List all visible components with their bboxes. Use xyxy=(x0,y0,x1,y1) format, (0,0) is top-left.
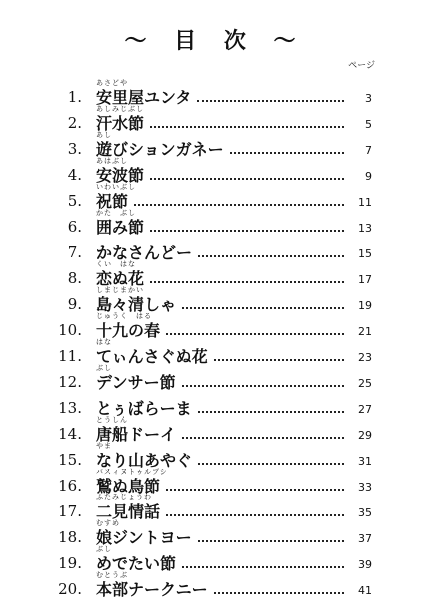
furigana-reading: じゅうく はる xyxy=(96,312,152,321)
page-number: 39 xyxy=(358,558,372,572)
furigana-reading: あはぶし xyxy=(96,156,128,165)
furigana-reading: ふたみじょうわ xyxy=(96,493,152,502)
dot-leader xyxy=(166,514,344,516)
entry-number: 5. xyxy=(67,191,82,210)
entry-title-cell xyxy=(96,545,350,574)
dot-leader xyxy=(230,152,344,154)
entry-title-cell xyxy=(96,493,350,522)
page-number: 21 xyxy=(358,325,372,339)
toc-entry xyxy=(0,467,430,497)
page-number: 33 xyxy=(358,480,372,494)
entry-number: 14. xyxy=(58,424,82,443)
song-title: 島々清しゃ xyxy=(96,295,177,315)
song-title: デンサー節 xyxy=(96,372,176,392)
entry-number: 16. xyxy=(58,476,82,495)
entry-title-cell xyxy=(96,130,350,160)
page-number: 7 xyxy=(365,143,372,157)
furigana-reading: しまじまかい xyxy=(96,286,144,295)
toc-entry xyxy=(0,237,430,263)
toc-entry xyxy=(0,441,430,471)
dot-leader xyxy=(182,566,344,568)
dot-leader xyxy=(166,489,344,491)
toc-entry xyxy=(0,286,430,315)
entry-title-cell xyxy=(96,104,350,134)
song-title: 唐船ドーイ xyxy=(96,424,177,444)
song-title: とぅばらーま xyxy=(96,398,192,418)
song-title: 汗水節 xyxy=(96,113,145,133)
dot-leader xyxy=(182,385,344,387)
dot-leader xyxy=(198,463,344,465)
toc-entry xyxy=(0,208,430,238)
entry-title-cell xyxy=(96,312,350,341)
entry-number: 6. xyxy=(67,217,82,236)
song-title-block xyxy=(96,363,176,393)
dot-leader xyxy=(150,230,344,232)
dot-leader xyxy=(182,437,344,439)
entry-number: 2. xyxy=(67,113,82,132)
entry-number: 11. xyxy=(58,347,82,365)
toc-entry xyxy=(0,545,430,574)
entry-number: 15. xyxy=(58,450,82,469)
entry-title-cell xyxy=(96,363,350,393)
page-number: 35 xyxy=(358,506,372,520)
song-title: 十九の春 xyxy=(96,321,161,341)
entry-number: 19. xyxy=(58,554,82,573)
furigana-reading: ぶし xyxy=(96,545,112,554)
toc-entry xyxy=(0,130,430,160)
page-number: 29 xyxy=(358,428,372,442)
page-number: 15 xyxy=(358,247,372,261)
song-title: 安里屋ユンタ xyxy=(96,88,192,107)
page-number: 41 xyxy=(358,584,372,598)
song-title: なり山あやぐ xyxy=(96,450,193,470)
furigana-reading: あさどや xyxy=(96,79,128,87)
page-number: 23 xyxy=(358,351,372,364)
toc-entry xyxy=(0,393,430,419)
entry-number: 17. xyxy=(58,502,82,521)
furigana-reading: あし xyxy=(96,130,112,139)
toc-entry xyxy=(0,104,430,134)
dot-leader xyxy=(134,204,344,206)
page-number: 37 xyxy=(358,532,372,546)
furigana-reading: やま xyxy=(96,441,112,450)
song-title: 囲み節 xyxy=(96,217,145,237)
toc-entry xyxy=(0,79,430,108)
song-title: めでたい節 xyxy=(96,554,177,574)
entry-number: 13. xyxy=(58,398,82,417)
page-number: 11 xyxy=(358,195,372,209)
furigana-reading: いわいぶし xyxy=(96,182,136,191)
dot-leader xyxy=(182,307,344,309)
page-number: 13 xyxy=(358,221,372,235)
entry-number: 10. xyxy=(58,321,82,340)
dot-leader xyxy=(150,281,344,283)
page-number: 25 xyxy=(358,376,372,390)
song-title: 二見情話 xyxy=(96,502,161,522)
entry-number: 4. xyxy=(67,165,82,184)
entry-number: 8. xyxy=(67,269,82,288)
entry-number: 3. xyxy=(67,139,82,158)
toc-entry xyxy=(0,312,430,341)
toc-entry xyxy=(0,182,430,212)
page-number: 27 xyxy=(358,402,372,416)
dot-leader xyxy=(198,255,344,257)
entry-title-cell xyxy=(96,338,350,367)
song-title: 鷲ぬ鳥節 xyxy=(96,476,161,496)
furigana-reading: はな xyxy=(96,338,112,346)
page-title: 〜 目 次 〜 xyxy=(124,29,306,54)
toc-entry xyxy=(0,571,430,600)
page-number: 19 xyxy=(358,299,372,313)
page-number: 17 xyxy=(358,273,372,287)
toc-entry xyxy=(0,519,430,548)
song-title: かなさんどー xyxy=(96,243,193,263)
song-title-block xyxy=(96,208,145,238)
entry-title-cell xyxy=(96,571,350,600)
entry-number: 18. xyxy=(58,528,82,547)
furigana-reading: バスィヌトゥルブシ xyxy=(96,467,168,476)
song-title: 祝節 xyxy=(96,191,129,211)
entry-title-cell xyxy=(96,415,350,445)
dot-leader xyxy=(214,592,344,594)
song-title-block xyxy=(96,571,208,600)
page-number: 31 xyxy=(358,454,372,468)
page-number: 9 xyxy=(365,169,372,183)
entry-number: 20. xyxy=(58,580,82,599)
song-title: 本部ナークニー xyxy=(96,580,208,600)
song-title-block xyxy=(96,338,208,367)
song-title: 娘ジントヨー xyxy=(96,528,192,548)
song-title: 恋ぬ花 xyxy=(96,269,145,289)
song-title: てぃんさぐぬ花 xyxy=(96,347,208,366)
entry-title-cell xyxy=(96,400,350,419)
entry-title-cell xyxy=(96,519,350,548)
dot-leader xyxy=(197,100,344,102)
toc-entry xyxy=(0,260,430,289)
entry-number: 1. xyxy=(67,88,82,106)
toc-entry xyxy=(0,415,430,445)
page-number: 5 xyxy=(365,117,372,131)
dot-leader xyxy=(214,359,344,361)
song-title: 遊びションガネー xyxy=(96,139,224,159)
dot-leader xyxy=(198,411,344,413)
toc-entry xyxy=(0,363,430,393)
furigana-reading: ぶし xyxy=(96,363,112,372)
entry-title-cell xyxy=(96,208,350,238)
page-column-label: ページ xyxy=(348,61,375,71)
page-number: 3 xyxy=(365,92,372,105)
entry-number: 9. xyxy=(67,295,82,314)
furigana-reading: くい はな xyxy=(96,260,136,269)
dot-leader xyxy=(150,178,344,180)
furigana-reading: むすめ xyxy=(96,519,120,528)
toc-entry xyxy=(0,493,430,522)
dot-leader xyxy=(198,540,344,542)
song-title: 安波節 xyxy=(96,165,145,185)
furigana-reading: かた ぶし xyxy=(96,208,136,217)
dot-leader xyxy=(150,126,344,128)
entry-number: 7. xyxy=(67,243,82,262)
dot-leader xyxy=(166,333,344,335)
toc-entry xyxy=(0,338,430,367)
toc-entry xyxy=(0,156,430,186)
furigana-reading: あしみじぶし xyxy=(96,104,144,113)
entry-number: 12. xyxy=(58,372,82,391)
furigana-reading: むとうぶ xyxy=(96,571,128,580)
furigana-reading: とうしん xyxy=(96,415,128,424)
